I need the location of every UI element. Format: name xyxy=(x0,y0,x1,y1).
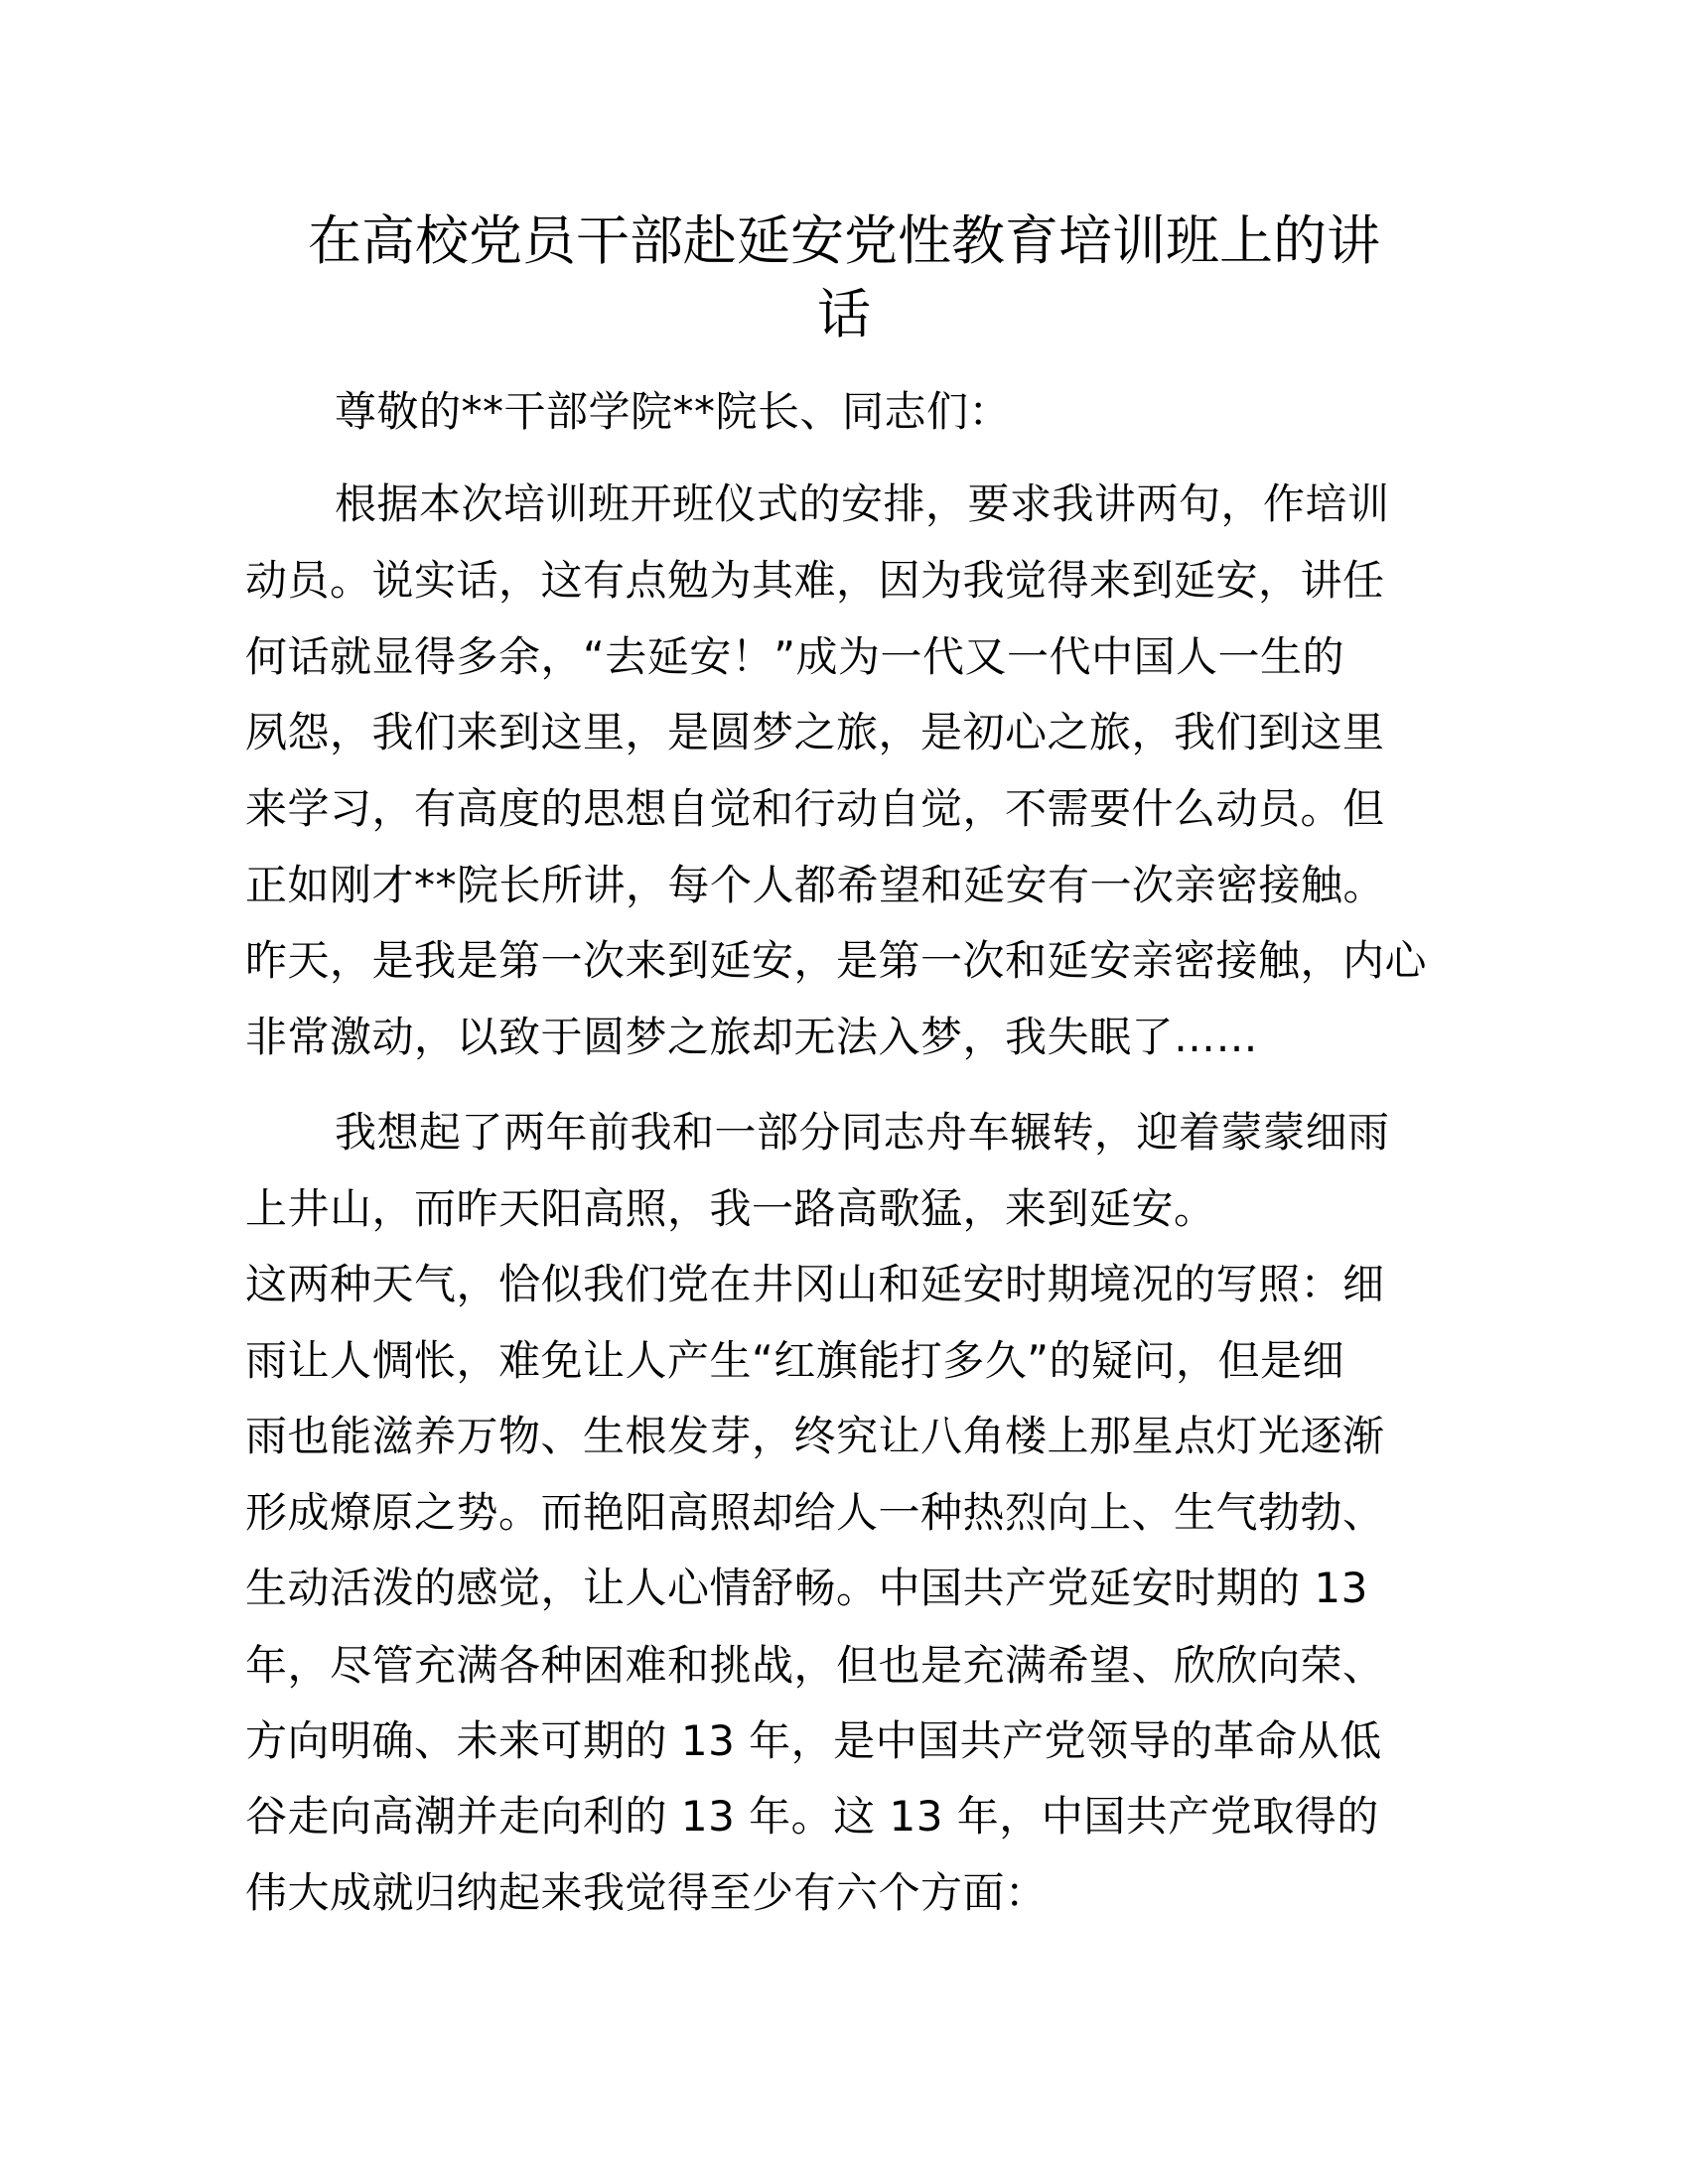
paragraph-line: 非常激动，以致于圆梦之旅却无法入梦，我失眠了…… xyxy=(245,1013,1259,1061)
paragraph-line: 正如刚才**院长所讲，每个人都希望和延安有一次亲密接触。 xyxy=(245,861,1386,909)
paragraph-line: 何话就显得多余，“去延安！”成为一代又一代中国人一生的 xyxy=(245,632,1345,681)
document-title-line-1: 在高校党员干部赴延安党性教育培训班上的讲 xyxy=(308,209,1380,272)
paragraph-line: 上井山，而昨天阳高照，我一路高歌猛，来到延安。 xyxy=(245,1184,1216,1233)
paragraph-line: 形成燎原之势。而艳阳高照却给人一种热烈向上、生气勃勃、 xyxy=(245,1488,1385,1537)
paragraph-line: 昨天，是我是第一次来到延安，是第一次和延安亲密接触，内心 xyxy=(245,936,1428,985)
salutation: 尊敬的**干部学院**院长、同志们： xyxy=(335,387,1012,436)
document-title-line-2: 话 xyxy=(817,283,871,345)
paragraph-line: 伟大成就归纳起来我觉得至少有六个方面： xyxy=(245,1868,1048,1917)
paragraph-line: 生动活泼的感觉，让人心情舒畅。中国共产党延安时期的 13 xyxy=(245,1564,1368,1612)
paragraph-line: 年，尽管充满各种困难和挑战，但也是充满希望、欣欣向荣、 xyxy=(245,1641,1385,1690)
paragraph-line: 雨让人惆怅，难免让人产生“红旗能打多久”的疑问，但是细 xyxy=(245,1336,1345,1385)
paragraph-line: 谷走向高潮并走向利的 13 年。这 13 年，中国共产党取得的 xyxy=(245,1792,1379,1841)
paragraph-line: 这两种天气，恰似我们党在井冈山和延安时期境况的写照：细 xyxy=(245,1260,1385,1308)
paragraph-line: 动员。说实话，这有点勉为其难，因为我觉得来到延安，讲任 xyxy=(245,556,1385,605)
paragraph-line: 夙怨，我们来到这里，是圆梦之旅，是初心之旅，我们到这里 xyxy=(245,708,1385,756)
paragraph-line: 雨也能滋养万物、生根发芽，终究让八角楼上那星点灯光逐渐 xyxy=(245,1412,1385,1460)
paragraph-line: 我想起了两年前我和一部分同志舟车辗转，迎着蒙蒙细雨 xyxy=(335,1108,1390,1157)
paragraph-line: 来学习，有高度的思想自觉和行动自觉，不需要什么动员。但 xyxy=(245,784,1385,833)
paragraph-line: 方向明确、未来可期的 13 年，是中国共产党领导的革命从低 xyxy=(245,1716,1382,1765)
paragraph-line: 根据本次培训班开班仪式的安排，要求我讲两句，作培训 xyxy=(335,479,1390,528)
